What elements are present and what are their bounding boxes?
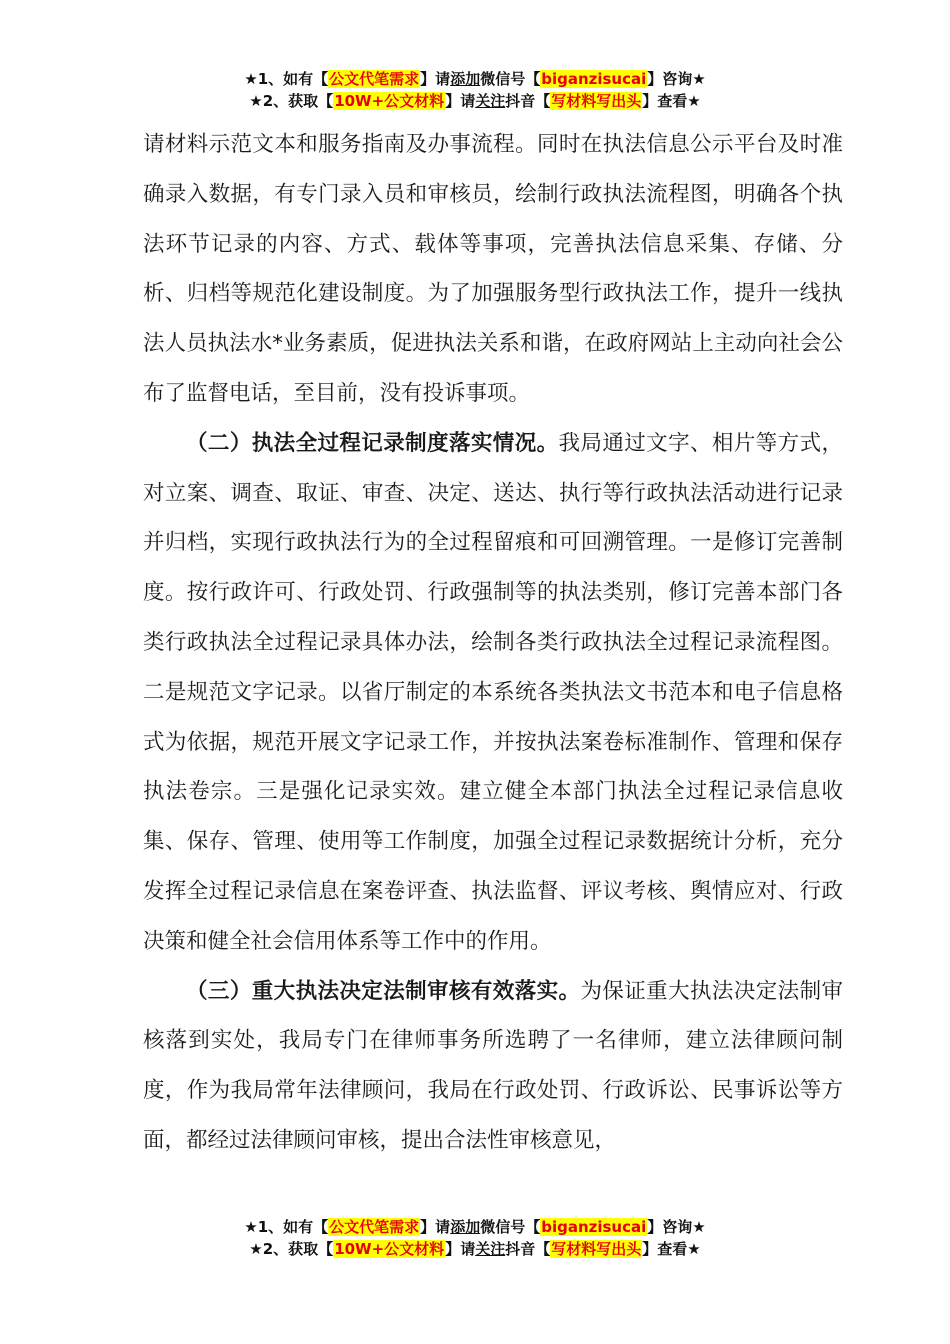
- banner-line-1: [0, 68, 950, 90]
- header-banner: [0, 68, 950, 112]
- banner-text: 】咨询★: [647, 70, 706, 88]
- paragraph-text: 为保证重大执法决定法制审核落到实处，我局专门在律师事务所选聘了一名律师，建立法律顾问制度，作为我局常年法律顾问，我局在行政处罚、行政诉讼、民事诉讼等方面，都经过法律顾问审核，提出合法性审核意见，: [143, 978, 843, 1153]
- banner-text: 抖音【: [505, 1240, 551, 1258]
- banner-line-2: [0, 90, 950, 112]
- banner-text: 微信号【: [480, 70, 541, 88]
- banner-text: 】请: [420, 1218, 451, 1236]
- section-heading: （三）重大执法决定法制审核有效落实。: [186, 978, 581, 1004]
- section-heading: （二）执法全过程记录制度落实情况。: [186, 430, 559, 456]
- banner-line-2: [0, 1238, 950, 1260]
- document-body: [143, 120, 843, 1166]
- banner-text: 】咨询★: [647, 1218, 706, 1236]
- footer-banner: [0, 1216, 950, 1260]
- banner-text: 】请: [445, 1240, 476, 1258]
- banner-text: 】查看★: [642, 1240, 701, 1258]
- banner-text: 】查看★: [642, 92, 701, 110]
- paragraph-2: [143, 419, 843, 967]
- banner-emphasis: 添加: [450, 70, 481, 88]
- banner-text: ★2、获取【: [249, 92, 334, 110]
- banner-text: ★2、获取【: [249, 1240, 334, 1258]
- paragraph-1: [143, 120, 843, 419]
- banner-line-1: [0, 1216, 950, 1238]
- paragraph-text: 请材料示范文本和服务指南及办事流程。同时在执法信息公示平台及时准确录入数据，有专门录入员和审核员，绘制行政执法流程图，明确各个执法环节记录的内容、方式、载体等事项，完善执法信息采集、存储、分析、归档等规范化建设制度。为了加强服务型行政执法工作，提升一线执法人员执法水*业务素质，促进执法关系和谐，在政府网站上主动向社会公布了监督电话，至目前，没有投诉事项。: [143, 132, 843, 406]
- highlight-service: 公文代笔需求: [329, 1218, 420, 1236]
- banner-text: 】请: [445, 92, 476, 110]
- banner-text: ★1、如有【: [244, 1218, 329, 1236]
- banner-emphasis: 添加: [450, 1218, 481, 1236]
- banner-text: 】请: [420, 70, 451, 88]
- banner-text: 微信号【: [480, 1218, 541, 1236]
- highlight-wechat-id: biganzisucai: [541, 70, 647, 88]
- paragraph-3: [143, 967, 843, 1166]
- banner-text: ★1、如有【: [244, 70, 329, 88]
- highlight-douyin: 写材料写出头: [551, 92, 642, 110]
- paragraph-text: 我局通过文字、相片等方式，对立案、调查、取证、审查、决定、送达、执行等行政执法活动进行记录并归档，实现行政执法行为的全过程留痕和可回溯管理。一是修订完善制度。按行政许可、行政处罚、行政强制等的执法类别，修订完善本部门各类行政执法全过程记录具体办法，绘制各类行政执法全过程记录流程图。二是规范文字记录。以省厅制定的本系统各类执法文书范本和电子信息格式为依据，规范开展文字记录工作，并按执法案卷标准制作、管理和保存执法卷宗。三是强化记录实效。建立健全本部门执法全过程记录信息收集、保存、管理、使用等工作制度，加强全过程记录数据统计分析，充分发挥全过程记录信息在案卷评查、执法监督、评议考核、舆情应对、行政决策和健全社会信用体系等工作中的作用。: [143, 430, 843, 954]
- banner-text: 抖音【: [505, 92, 551, 110]
- banner-emphasis: 关注: [475, 92, 506, 110]
- highlight-service: 公文代笔需求: [329, 70, 420, 88]
- highlight-materials: 10W+公文材料: [334, 92, 445, 110]
- highlight-wechat-id: biganzisucai: [541, 1218, 647, 1236]
- highlight-materials: 10W+公文材料: [334, 1240, 445, 1258]
- highlight-douyin: 写材料写出头: [551, 1240, 642, 1258]
- banner-emphasis: 关注: [475, 1240, 506, 1258]
